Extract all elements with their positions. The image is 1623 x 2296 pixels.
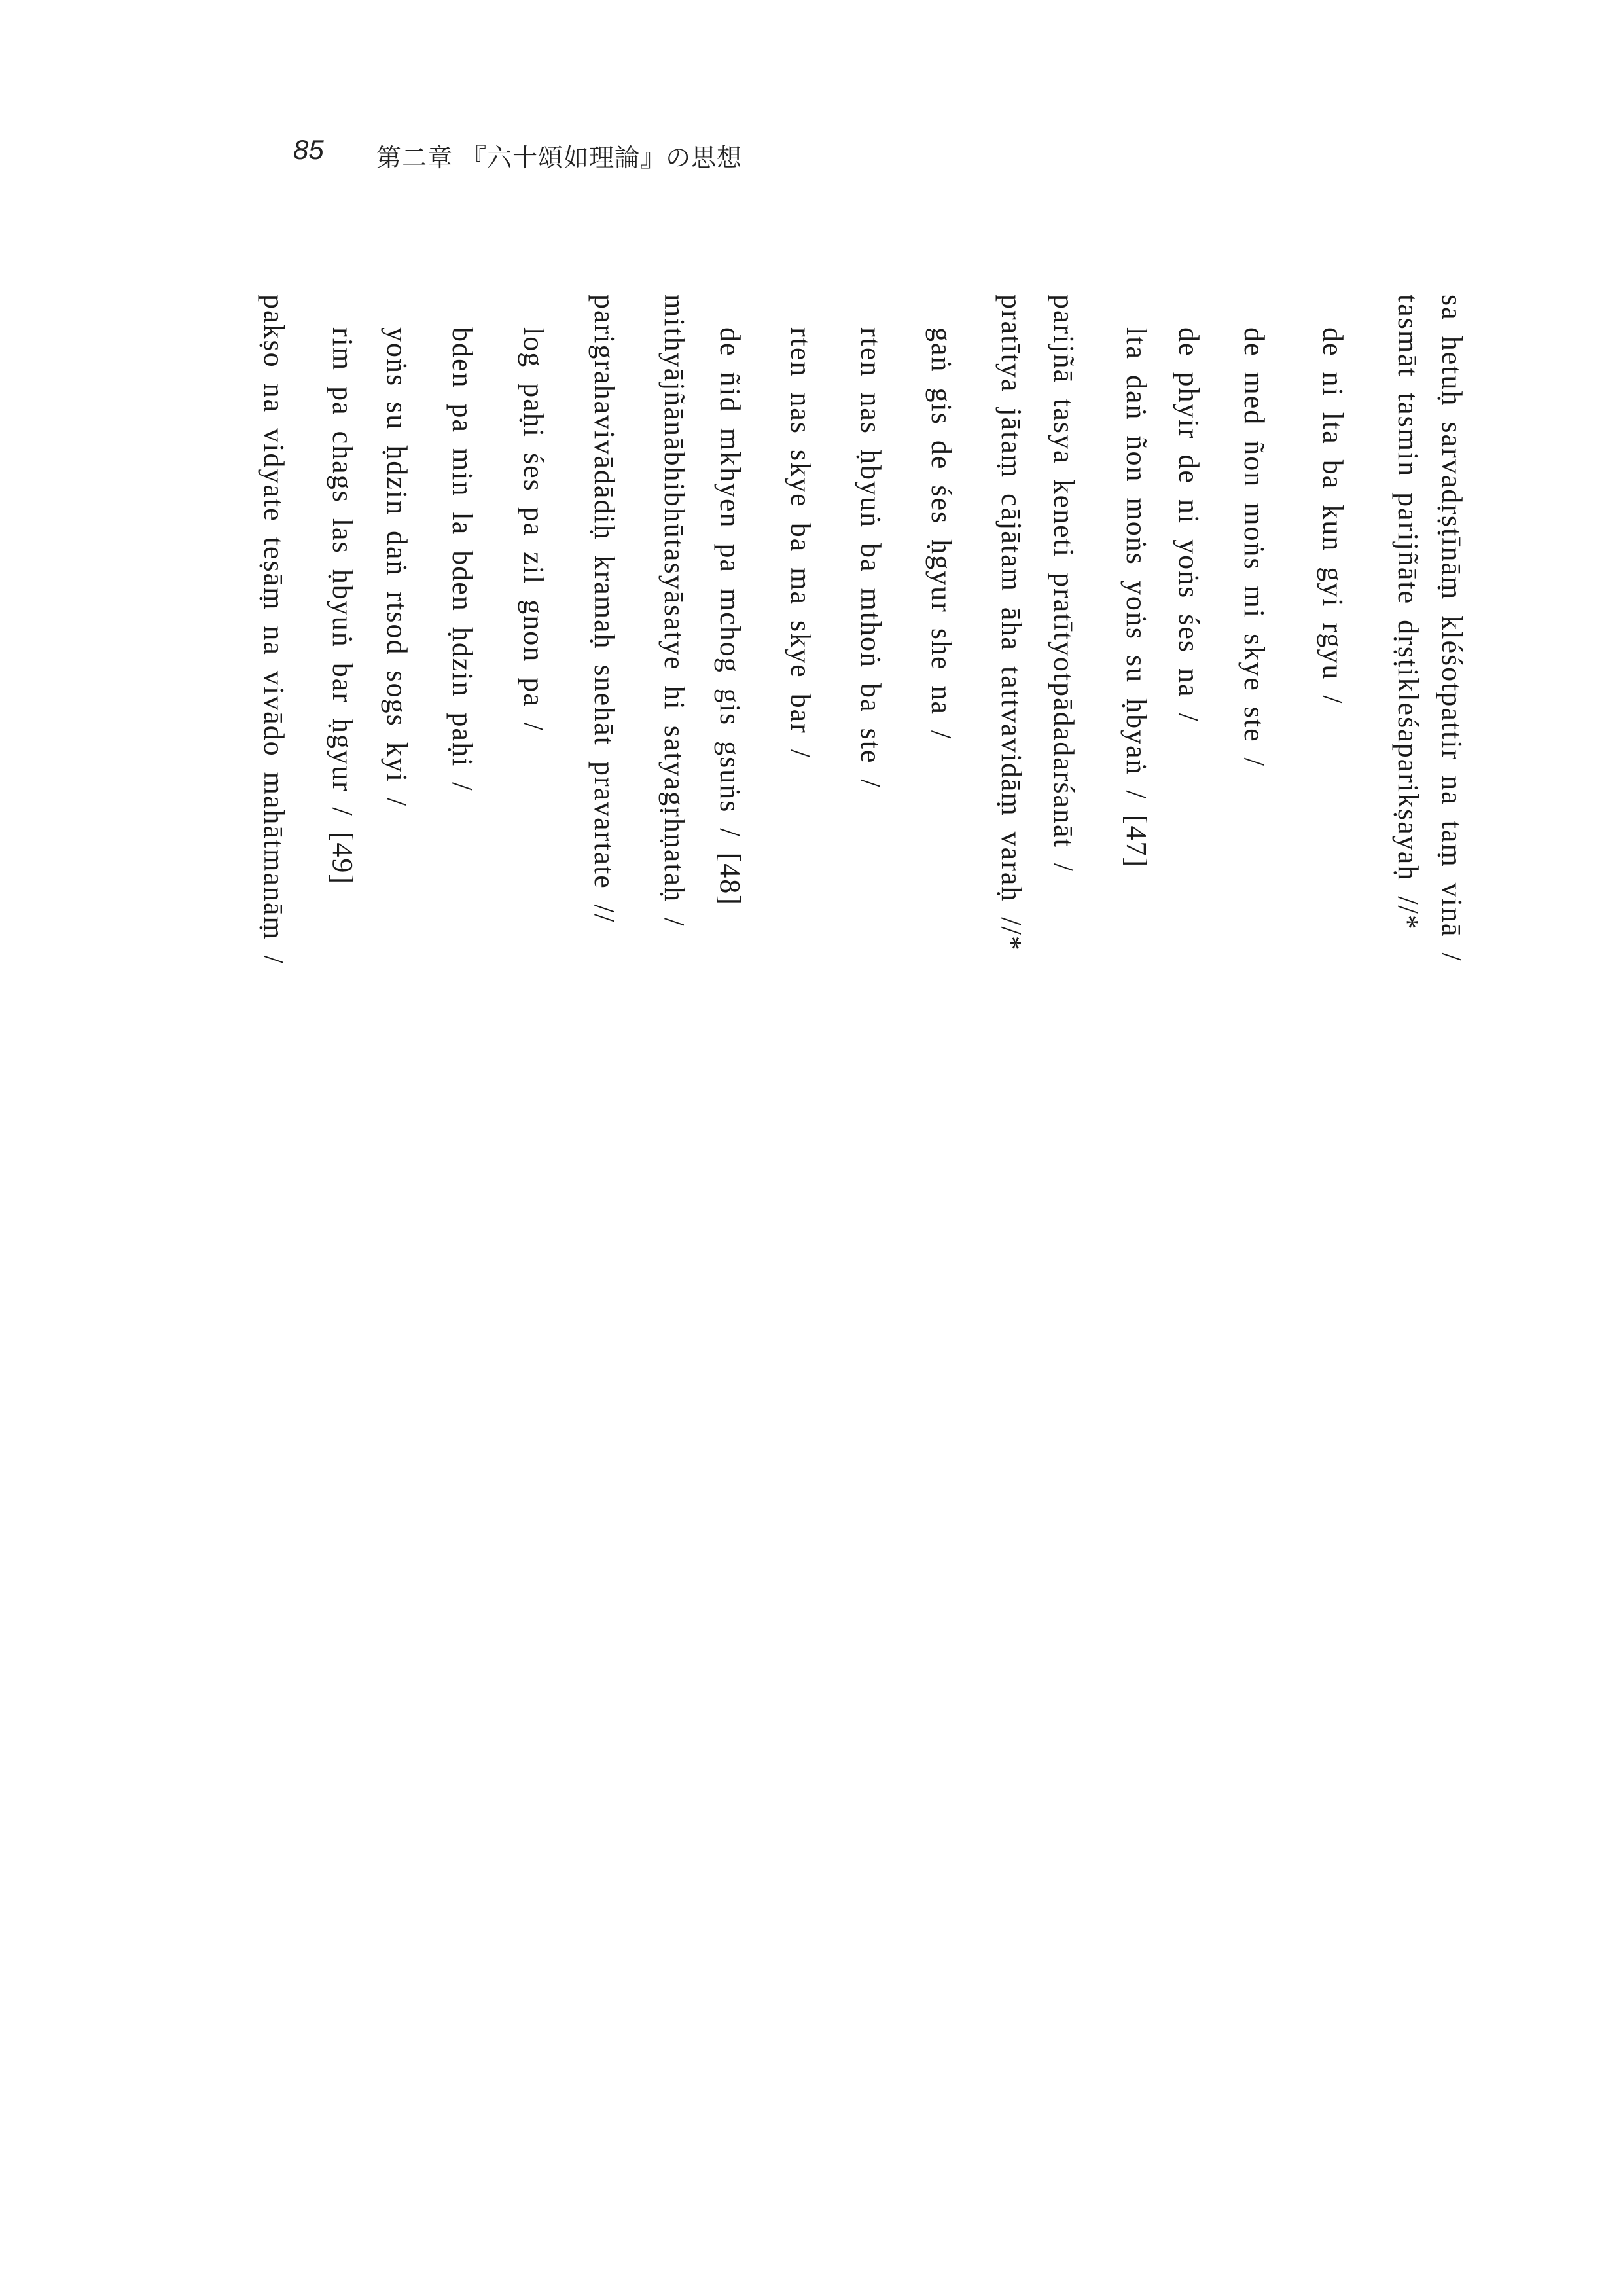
text-line: rten nas ḥbyuṅ ba mthoṅ ba ste / bbox=[855, 327, 887, 789]
text-line: de ñid mkhyen pa mchog gis gsuṅs / [48] bbox=[714, 327, 746, 906]
text-line: rim pa chags las ḥbyuṅ bar ḥgyur / [49] bbox=[327, 327, 359, 886]
text-line: lta daṅ ñon moṅs yoṅs su ḥbyaṅ / [47] bbox=[1120, 327, 1152, 869]
text-line: de ni lta ba kun gyi rgyu / bbox=[1317, 327, 1349, 705]
text-line: de phyir de ni yoṅs śes na / bbox=[1173, 327, 1205, 723]
chapter-title: 第二章 『六十頌如理論』の思想 bbox=[376, 143, 743, 172]
page-number: 85 bbox=[293, 134, 324, 165]
text-line: sa hetuḥ sarvadṛṣṭīnāṃ kléśotpattir na taṃ vinā / bbox=[1436, 295, 1468, 962]
text-line: tasmāt tasmin parijñāte dṛṣṭikleśaparikṣayaḥ //* bbox=[1392, 295, 1424, 931]
text-line: rten nas skye ba ma skye bar / bbox=[785, 327, 817, 759]
text-line: mithyājñānābhibhūtasyāsatye hi satyagṛhṇataḥ / bbox=[658, 295, 690, 927]
text-line: parigrahavivādādiḥ kramaḥ snehāt pravartate // bbox=[588, 295, 620, 924]
text-line: pakṣo na vidyate teṣāṃ na vivādo mahātmanāṃ / bbox=[258, 295, 290, 965]
text-line: yoṅs su ḥdzin daṅ rtsod sogs kyi / bbox=[381, 327, 413, 808]
text-line: parijñā tasya keneti pratītyotpādadarśanāt / bbox=[1048, 295, 1080, 873]
text-line: gaṅ gis de śes ḥgyur she na / bbox=[925, 327, 957, 740]
text-line: log paḥi śes pa zil gnon pa / bbox=[518, 327, 550, 732]
text-line: bden pa min la bden ḥdzin paḥi / bbox=[446, 327, 478, 792]
text-line: de med ñon moṅs mi skye ste / bbox=[1238, 327, 1270, 767]
text-line: pratītya jātaṃ cājātam āha tattvavidāṃ varaḥ //* bbox=[995, 295, 1027, 952]
